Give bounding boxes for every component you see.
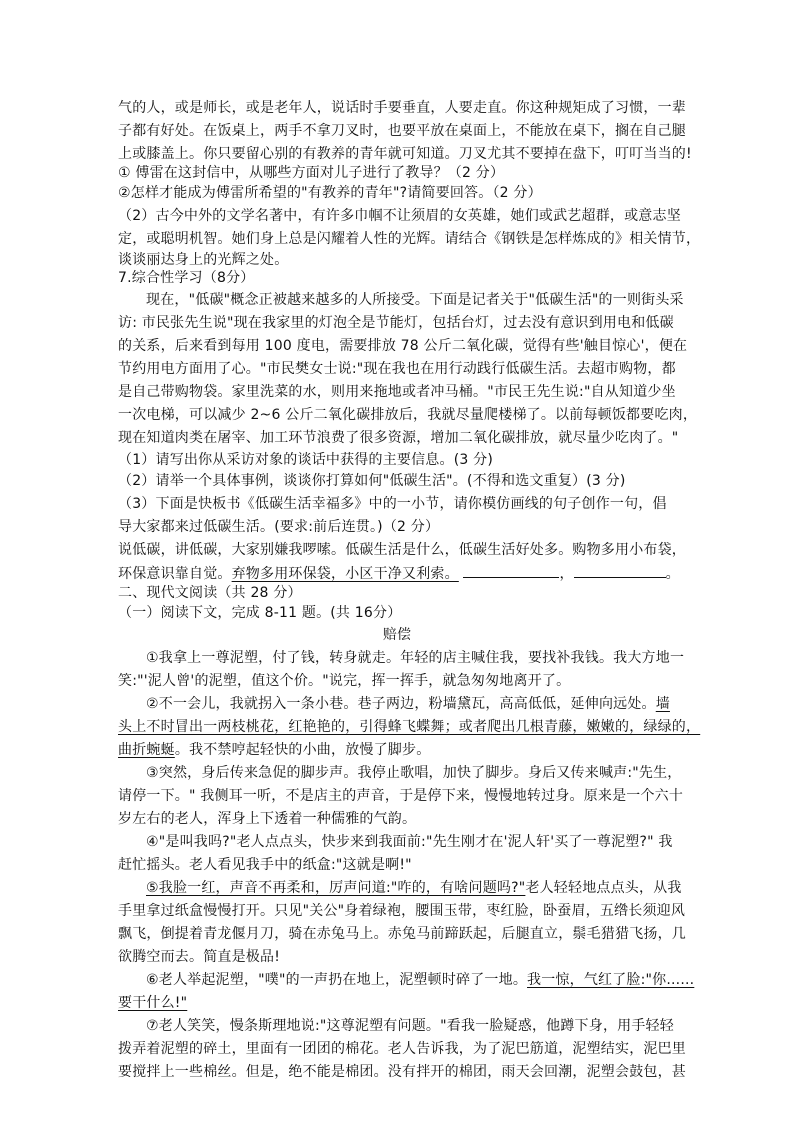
text-line: 子都有好处。在饭桌上，两手不拿刀叉时，也要平放在桌面上，不能放在桌下，搁在自己腿	[118, 123, 686, 139]
question-7-1: （1）请写出你从采访对象的谈话中获得的主要信息。(3 分)	[118, 452, 493, 468]
question-6-3-line: 谈谈丽达身上的光辉之处。	[118, 252, 289, 268]
underlined-text: 头上不时冒出一两枝桃花，红艳艳的，引得蜂飞蝶舞；或者爬出几根青藤，嫩嫩的，绿绿的，	[118, 719, 701, 735]
article-line: ③突然，身后传来急促的脚步声。我停止歌唱，加快了脚步。身后又传来喊声:"先生，	[146, 765, 682, 781]
article-title: 赔偿	[382, 627, 412, 643]
article-line: 拨弄着泥塑的碎土，里面有一团团的棉花。老人告诉我，为了泥巴筋道，泥塑结实，泥巴里	[118, 1041, 686, 1057]
question-7-3-line: 导大家都来过低碳生活。(要求:前后连贯。)（2 分）	[118, 519, 440, 535]
reading-instruction: （一）阅读下文，完成 8-11 题。(共 16分）	[118, 605, 402, 621]
interview-line: 访: 市民张先生说"现在我家里的灯泡全是节能灯，包括台灯，过去没有意识到用电和低碳	[118, 315, 674, 331]
article-line	[146, 694, 678, 714]
article-line: ⑦老人笑笑，慢条斯理地说:"这尊泥塑有问题。"看我一脸疑惑，他蹲下身，用手轻轻	[146, 1018, 674, 1034]
section-heading-7: 7.综合性学习（8分）	[118, 270, 255, 286]
underlined-text: 曲折蜿蜒	[118, 742, 175, 758]
blank-end: 。	[665, 566, 680, 582]
article-line: 请停一下。" 我侧耳一听，不是店主的声音，于是停下来，慢慢地转过身。原来是一个六十	[118, 788, 684, 804]
article-line: ④"是叫我吗?"老人点点头，快步来到我面前:"先生刚才在'泥人轩'买了一尊泥塑?" 我	[146, 834, 673, 850]
article-text: ⑥老人举起泥塑，"噗"的一声扔在地上，泥塑顿时碎了一地。	[146, 972, 528, 988]
interview-line: 一次电梯，可以减少 2~6 公斤二氧化碳排放后，我就尽量爬楼梯了。以前每顿饭都要吃肉，	[118, 407, 698, 423]
question-6-3-line: （2）古今中外的文学名著中，有许多巾帼不让须眉的女英雄，她们或武艺超群，或意志坚	[118, 208, 681, 224]
section-heading-2: 二、现代文阅读（共 28 分）	[118, 585, 302, 601]
article-text: 。我不禁哼起轻快的小曲，放慢了脚步。	[174, 742, 431, 758]
question-7-3-line: （3）下面是快板书《低碳生活幸福多》中的一小节，请你模仿画线的句子创作一句，倡	[118, 496, 667, 512]
question-6-3-line: 定，或聪明机智。她们身上总是闪耀着人性的光辉。请结合《钢铁是怎样炼成的》相关情节，	[118, 231, 701, 247]
article-line: 手里拿过纸盒慢慢打开。只见"关公"身着绿袍，腰围玉带，枣红脸，卧蚕眉，五绺长须迎风	[118, 903, 686, 919]
poem-line: 说低碳，讲低碳，大家别嫌我啰嗦。低碳生活是什么，低碳生活好处多。购物多用小布袋，	[118, 542, 686, 558]
article-line	[118, 740, 678, 760]
article-line	[146, 970, 695, 990]
answer-blank-1[interactable]	[463, 563, 559, 578]
underlined-text: ⑤我脸一红，声音不再柔和，厉声问道:"咋的，有啥问题吗?"	[146, 880, 526, 896]
question-6-1: ① 傅雷在这封信中，从哪些方面对儿子进行了教导？（2 分）	[118, 165, 505, 181]
underlined-text: 墙	[655, 696, 670, 712]
answer-blank-2[interactable]	[574, 563, 666, 578]
article-line: 飘飞，倒提着青龙偃月刀，骑在赤兔马上。赤兔马前蹄跃起，后腿直立，鬃毛猎猎飞扬，几	[118, 926, 686, 942]
article-text: 老人轻轻地点点头，从我	[525, 880, 682, 896]
text-line: 气的人，或是师长，或是老年人，说话时手要垂直，人要走直。你这种规矩成了习惯，一辈	[118, 100, 686, 116]
interview-line: 是自己带购物袋。家里洗菜的水，则用来拖地或者冲马桶。"市民王先生说:"自从知道少坐	[118, 384, 676, 400]
question-6-2: ②怎样才能成为傅雷所希望的"有教养的青年"?请简要回答。（2 分）	[118, 185, 542, 201]
interview-line: 的关系，后来看到每用 100 度电，需要排放 78 公斤二氧化碳，觉得有些'触目惊心'，便在	[118, 338, 688, 354]
underlined-text: 我一惊，气红了脸:"你......	[527, 972, 695, 988]
article-line: 笑:"'泥人曾'的泥塑，值这个价。"说完，挥一挥手，就急匆匆地离开了。	[118, 673, 571, 689]
article-line	[146, 878, 682, 898]
underlined-text: 要干什么!"	[118, 995, 188, 1011]
article-line: 欲腾空而去。简直是极品!	[118, 949, 281, 965]
article-line: 要搅拌上一些棉丝。但是，绝不能是棉团。没有拌开的棉团，雨天会回潮，泥塑会鼓包，甚	[118, 1064, 686, 1080]
article-line: 岁左右的老人，浑身上下透着一种儒雅的气韵。	[118, 811, 417, 827]
article-line	[118, 717, 701, 737]
poem-line-with-blank	[118, 563, 678, 584]
article-line: ①我拿上一尊泥塑，付了钱，转身就走。年轻的店主喊住我，要找补我钱。我大方地一	[146, 650, 685, 666]
underlined-model-sentence: 弃物多用环保袋，小区干净又利索。	[231, 566, 459, 582]
question-7-2: （2）请举一个具体事例，谈谈你打算如何"低碳生活"。(不得和选文重复）(3 分)	[118, 473, 626, 489]
blank-separator: ，	[559, 566, 574, 582]
text-line: 上或膝盖上。你只要留心别的有教养的青年就可知道。刀叉尤其不要掉在盘下，叮叮当当的!	[118, 146, 692, 162]
article-text: ②不一会儿，我就拐入一条小巷。巷子两边，粉墙黛瓦，高高低低，延伸向远处。	[146, 696, 656, 712]
interview-line: 节约用电方面用了心。"市民樊女士说:"现在我也在用行动践行低碳生活。去超市购物，都	[118, 361, 676, 377]
article-line	[118, 993, 678, 1013]
interview-line: 现在知道肉类在屠宰、加工环节浪费了很多资源，增加二氧化碳排放，就尽量少吃肉了。"	[118, 430, 679, 446]
article-line: 赶忙摇头。老人看见我手中的纸盒:"这就是啊!"	[118, 857, 412, 873]
interview-line: 现在，"低碳"概念正被越来越多的人所接受。下面是记者关于"低碳生活"的一则街头采	[146, 292, 684, 308]
poem-text: 环保意识靠自觉。	[118, 566, 232, 582]
